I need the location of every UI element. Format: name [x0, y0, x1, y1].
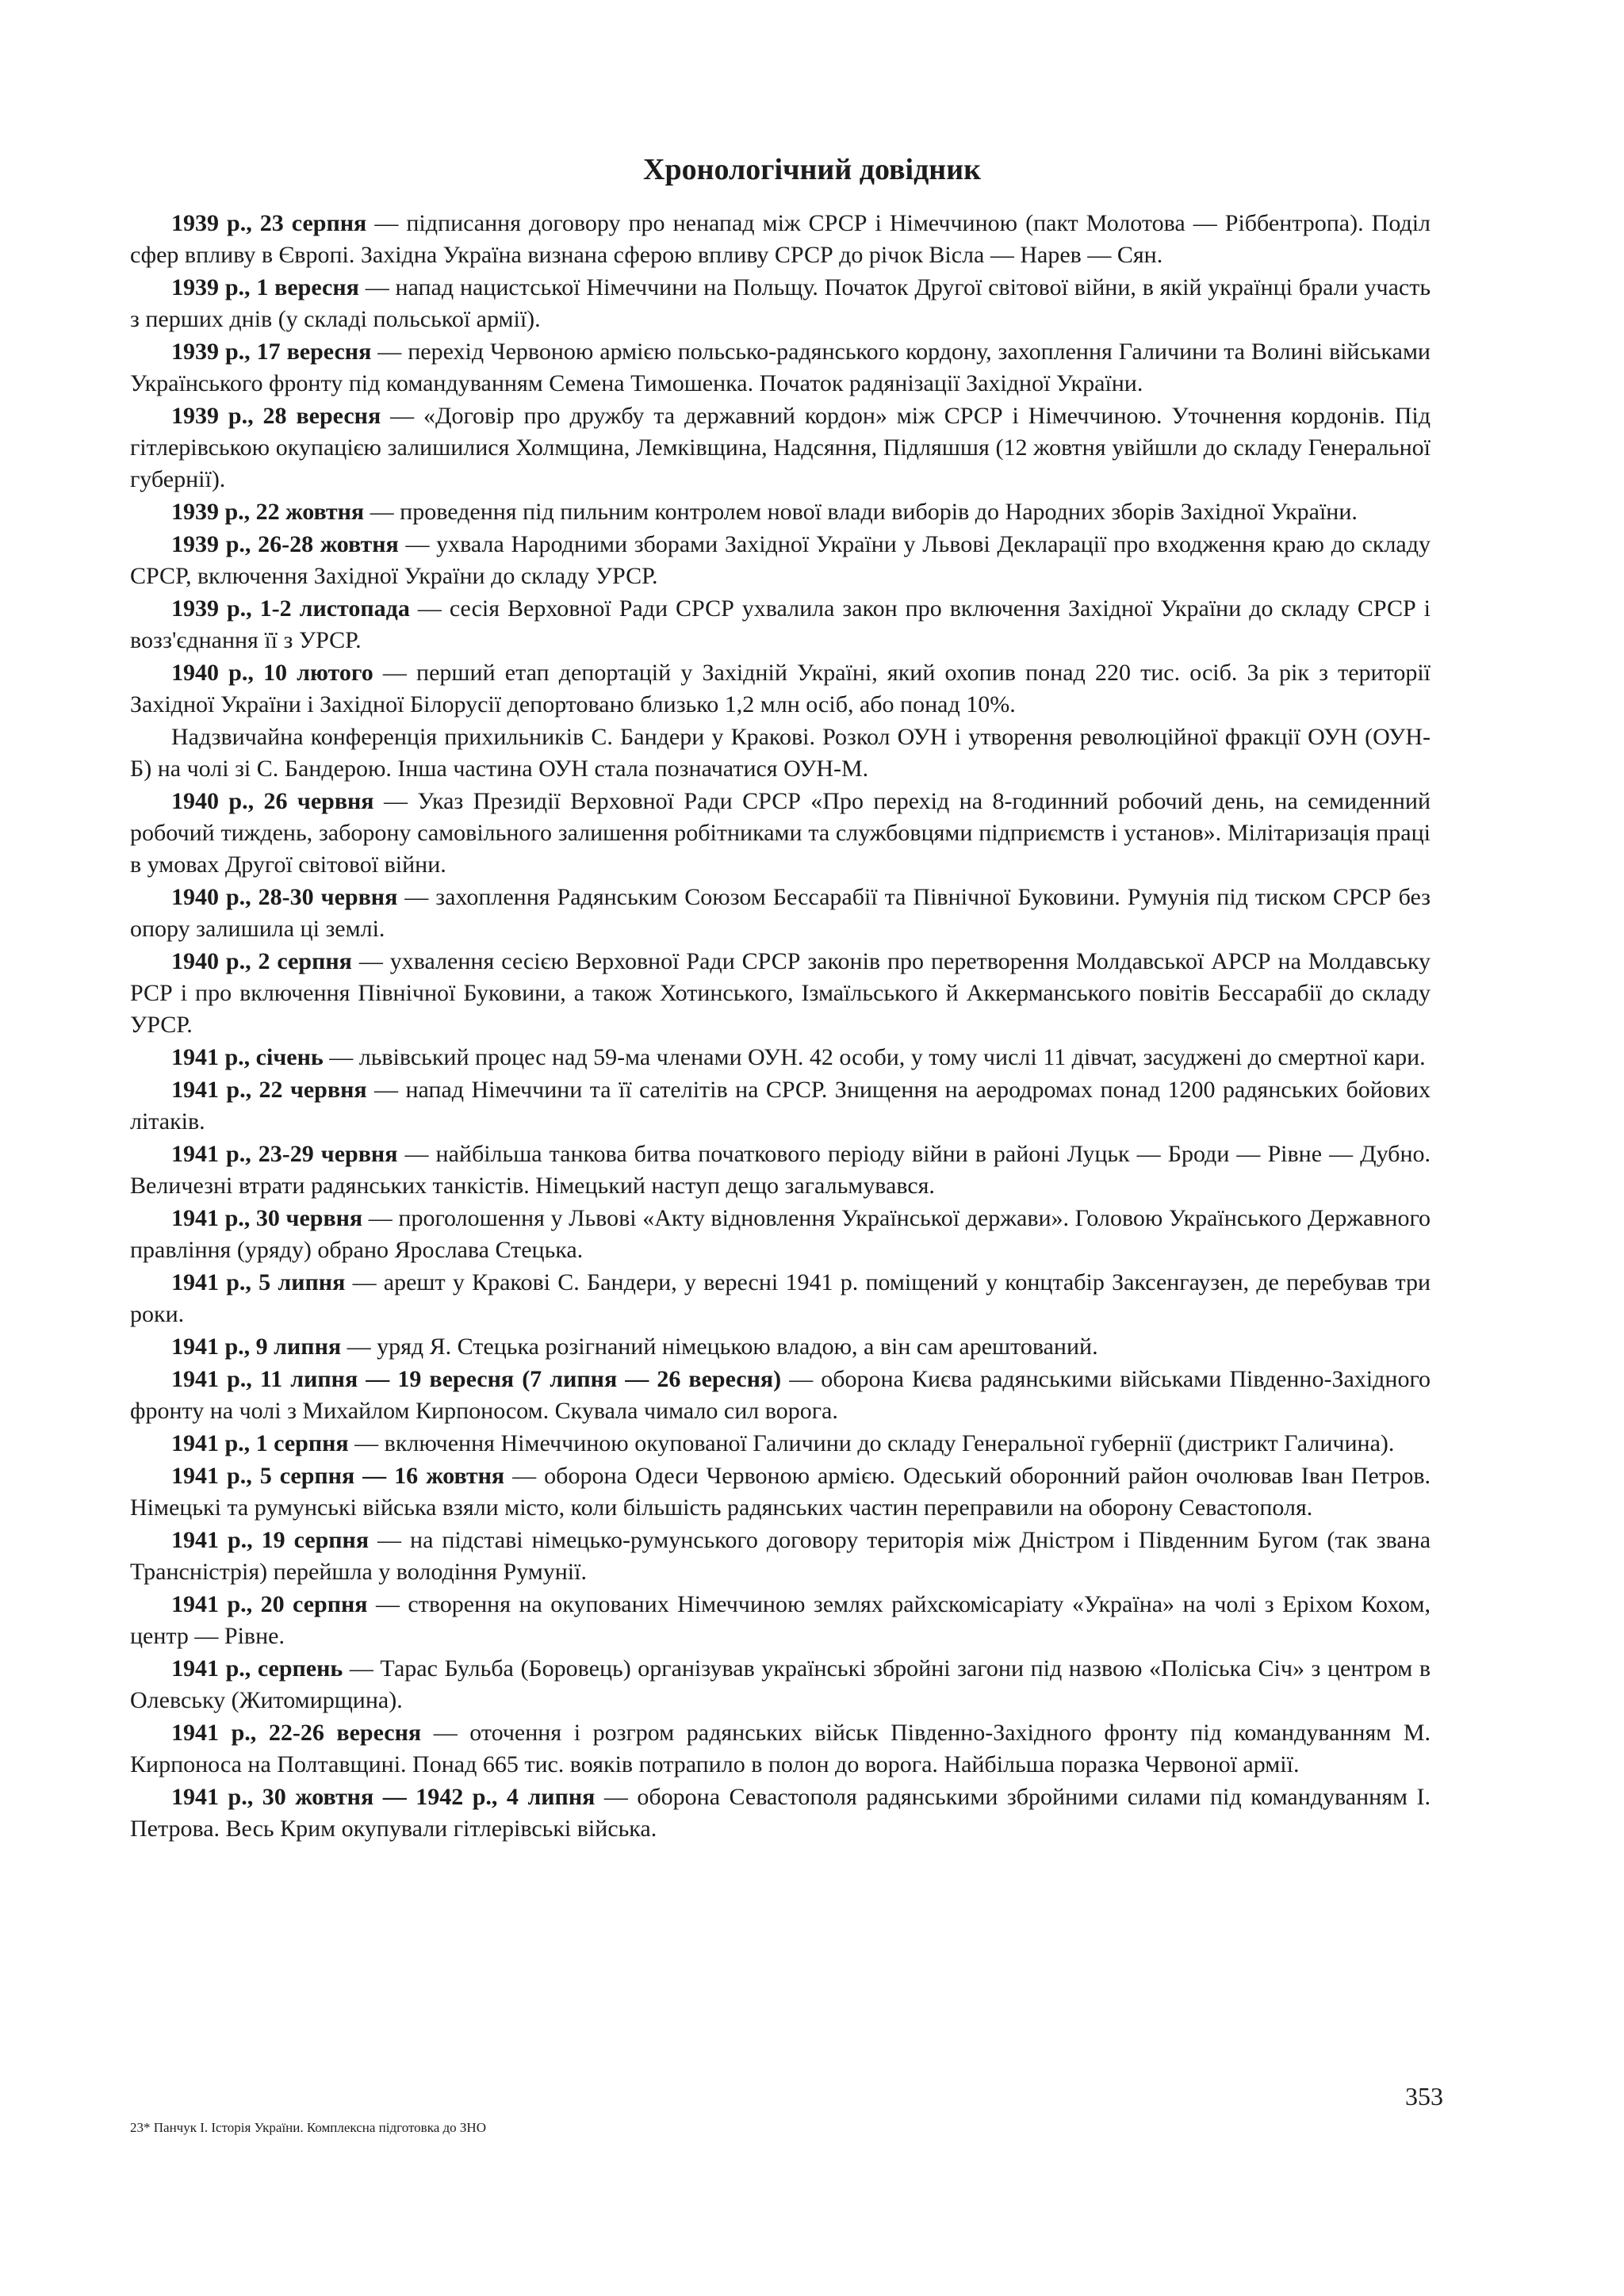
entry-text: — напад Німеччини та її сателітів на СРСР. Знищення на аеродромах понад 1200 радянських бойових літаків. — [130, 1077, 1431, 1135]
chronology-entry — [130, 593, 1431, 656]
entry-text: — сесія Верховної Ради СРСР ухвалила закон про включення Західної України до складу СРСР і возз'єднання її з УРСР. — [130, 595, 1431, 653]
chronology-entry — [130, 1364, 1431, 1427]
chronology-entry — [130, 1717, 1431, 1781]
chronology-entry — [130, 529, 1431, 592]
entry-text: — проведення під пильним контролем нової влади виборів до Народних зборів Західної України. — [370, 499, 1358, 525]
chronology-entry — [130, 1042, 1431, 1073]
chronology-entry — [130, 1653, 1431, 1716]
entry-text: Надзвичайна конференція прихильників С. Бандери у Кракові. Розкол ОУН і утворення революційної фракції ОУН (ОУН-Б) на чолі зі С. Бандерою. Інша частина ОУН стала позначатися ОУН-М. — [130, 724, 1431, 782]
entry-date: 1940 р., 10 лютого — [171, 660, 373, 686]
entry-date: 1941 р., січень — [171, 1044, 324, 1070]
entry-date: 1939 р., 1-2 листопада — [171, 595, 410, 622]
chronology-entry — [130, 946, 1431, 1041]
chronology-entry — [130, 1589, 1431, 1652]
entry-date: 1939 р., 1 вересня — [171, 274, 359, 300]
entry-text: — перший етап депортацій у Західній Україні, який охопив понад 220 тис. осіб. За рік з території Західної України і Західної Білорусії депортовано близько 1,2 млн осіб, або понад 10%. — [130, 660, 1431, 718]
entry-date: 1941 р., 5 серпня — 16 жовтня — [171, 1463, 505, 1489]
footer-note: 23* Панчук І. Історія України. Комплексна підготовка до ЗНО — [130, 2120, 486, 2135]
entry-text: — ухвала Народними зборами Західної України у Львові Декларації про входження краю до складу СРСР, включення Західної України до складу УРСР. — [130, 531, 1431, 589]
entry-text: — оборона Севастополя радянськими збройними силами під командуванням І. Петрова. Весь Крим окупували гітлерівські війська. — [130, 1784, 1431, 1842]
entry-date: 1939 р., 17 вересня — [171, 339, 372, 365]
entry-text: — проголошення у Львові «Акту відновлення Української держави». Головою Українського Державного правління (уряду) обрано Ярослава Стецька. — [130, 1205, 1431, 1263]
chronology-list — [130, 208, 1431, 1846]
entry-date: 1941 р., 22-26 вересня — [171, 1720, 422, 1746]
entry-text: — захоплення Радянським Союзом Бессарабії та Північної Буковини. Румунія під тиском СРСР без опору залишила ці землі. — [130, 884, 1431, 942]
chronology-entry — [130, 272, 1431, 335]
chronology-entry — [130, 1074, 1431, 1138]
entry-date: 1941 р., 11 липня — 19 вересня (7 липня — 26 вересня) — [171, 1366, 782, 1392]
chronology-entry — [130, 1781, 1431, 1845]
entry-date: 1941 р., 30 жовтня — 1942 р., 4 липня — [171, 1784, 596, 1810]
entry-text: — уряд Я. Стецька розігнаний німецькою владою, а він сам арештований. — [347, 1334, 1098, 1360]
chronology-entry — [130, 1525, 1431, 1588]
entry-date: 1941 р., 20 серпня — [171, 1591, 368, 1617]
entry-date: 1941 р., 30 червня — [171, 1205, 363, 1231]
entry-date: 1941 р., 22 червня — [171, 1077, 367, 1103]
chronology-entry — [130, 1331, 1431, 1363]
chronology-entry — [130, 496, 1431, 528]
entry-text: — оборона Києва радянськими військами Південно-Західного фронту на чолі з Михайлом Кирпоносом. Скувала чимало сил ворога. — [130, 1366, 1431, 1424]
page-title: Хронологічний довідник — [643, 153, 981, 186]
entry-text: — на підставі німецько-румунського договору територія між Дністром і Південним Бугом (так звана Трансністрія) перейшла у володіння Румунії. — [130, 1527, 1431, 1585]
entry-date: 1939 р., 23 серпня — [171, 210, 367, 236]
entry-text: — включення Німеччиною окупованої Галичини до складу Генеральної губернії (дистрикт Галичина). — [354, 1430, 1395, 1456]
entry-text: — створення на окупованих Німеччиною землях райхскомісаріату «Україна» на чолі з Еріхом Кохом, центр — Рівне. — [130, 1591, 1431, 1649]
chronology-entry — [130, 1203, 1431, 1266]
entry-text: — напад нацистської Німеччини на Польщу. Початок Другої світової війни, в якій українці брали участь з перших днів (у складі польської армії). — [130, 274, 1431, 332]
chronology-entry — [130, 721, 1431, 785]
entry-text: — підписання договору про ненапад між СРСР і Німеччиною (пакт Молотова — Ріббентропа). Поділ сфер впливу в Європі. Західна Україна визнана сферою впливу СРСР до річок Вісла — Нарев — Сян. — [130, 210, 1431, 268]
entry-date: 1941 р., 23-29 червня — [171, 1141, 398, 1167]
entry-text: — Тарас Бульба (Боровець) організував українські збройні загони під назвою «Поліська Січ» з центром в Олевську (Житомирщина). — [130, 1655, 1431, 1713]
chronology-entry — [130, 1428, 1431, 1460]
entry-text: — оборона Одеси Червоною армією. Одеський оборонний район очолював Іван Петров. Німецькі та румунські війська взяли місто, коли більшість радянських частин переправили на оборону Севастополя. — [130, 1463, 1431, 1521]
entry-text: — арешт у Кракові С. Бандери, у вересні 1941 р. поміщений у концтабір Заксенгаузен, де перебував три роки. — [130, 1269, 1431, 1327]
entry-date: 1941 р., серпень — [171, 1655, 343, 1682]
entry-date: 1940 р., 28-30 червня — [171, 884, 398, 910]
entry-date: 1941 р., 5 липня — [171, 1269, 346, 1295]
entry-text: — Указ Президії Верховної Ради СРСР «Про перехід на 8-годинний робочий день, на семиденний робочий тиждень, заборону самовільного залишення робітниками та службовцями підприємств і установ». Мілітаризація праці в умовах Другої світової війни. — [130, 788, 1431, 878]
chronology-entry — [130, 1138, 1431, 1202]
chronology-entry — [130, 882, 1431, 945]
entry-text: — ухвалення сесією Верховної Ради СРСР законів про перетворення Молдавської АРСР на Молдавську РСР і про включення Північної Буковини, а також Хотинського, Ізмаїльського й Аккерманського повітів Бессарабії до складу УРСР. — [130, 948, 1431, 1038]
entry-text: — найбільша танкова битва початкового періоду війни в районі Луцьк — Броди — Рівне — Дубно. Величезні втрати радянських танкістів. Німецький наступ дещо загальмувався. — [130, 1141, 1431, 1199]
entry-date: 1941 р., 1 серпня — [171, 1430, 349, 1456]
entry-date: 1939 р., 26-28 жовтня — [171, 531, 399, 557]
entry-text: — львівський процес над 59-ма членами ОУН. 42 особи, у тому числі 11 дівчат, засуджені до смертної кари. — [329, 1044, 1426, 1070]
chronology-entry — [130, 336, 1431, 400]
chronology-entry — [130, 208, 1431, 271]
chronology-entry — [130, 1267, 1431, 1330]
page-number: 353 — [1405, 2082, 1443, 2110]
chronology-entry — [130, 1460, 1431, 1524]
chronology-entry — [130, 400, 1431, 496]
entry-text: — перехід Червоною армією польсько-радянського кордону, захоплення Галичини та Волині військами Українського фронту під командуванням Семена Тимошенка. Початок радянізації Західної України. — [130, 339, 1431, 396]
entry-text: — «Договір про дружбу та державний кордон» між СРСР і Німеччиною. Уточнення кордонів. Під гітлерівською окупацією залишилися Холмщина, Лемківщина, Надсяння, Підляшшя (12 жовтня увійшли до складу Генеральної губернії). — [130, 403, 1431, 492]
chronology-entry — [130, 786, 1431, 881]
chronology-entry — [130, 657, 1431, 721]
entry-date: 1941 р., 19 серпня — [171, 1527, 370, 1553]
entry-text: — оточення і розгром радянських військ Південно-Західного фронту під командуванням М. Кирпоноса на Полтавщині. Понад 665 тис. вояків потрапило в полон до ворога. Найбільша поразка Червоної армії. — [130, 1720, 1431, 1777]
entry-date: 1941 р., 9 липня — [171, 1334, 342, 1360]
entry-date: 1940 р., 26 червня — [171, 788, 374, 814]
entry-date: 1939 р., 22 жовтня — [171, 499, 365, 525]
entry-date: 1940 р., 2 серпня — [171, 948, 352, 974]
entry-date: 1939 р., 28 вересня — [171, 403, 381, 429]
